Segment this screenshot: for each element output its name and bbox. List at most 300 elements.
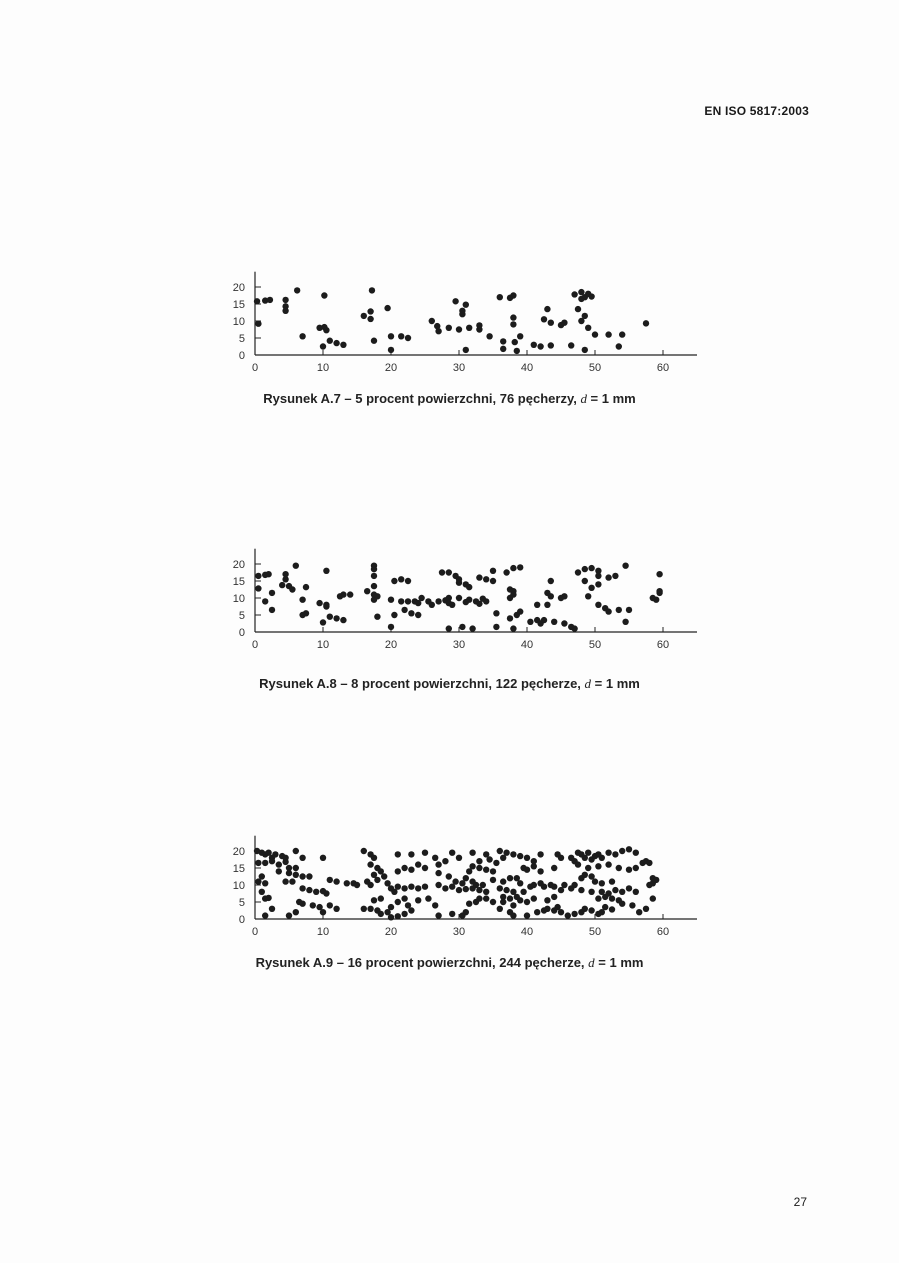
- scatter-point: [391, 612, 397, 618]
- x-tick-label: 40: [520, 362, 534, 374]
- scatter-point: [588, 565, 594, 571]
- scatter-point: [408, 610, 414, 616]
- x-tick-label: 20: [384, 639, 398, 651]
- x-tick-label: 20: [384, 362, 398, 374]
- scatter-point: [401, 865, 407, 871]
- caption-a8-unit: = 1 mm: [591, 676, 640, 691]
- y-tick-label: 20: [232, 559, 245, 571]
- scatter-point: [439, 569, 445, 575]
- scatter-point: [299, 597, 305, 603]
- scatter-point: [262, 860, 268, 866]
- scatter-point: [650, 895, 656, 901]
- scatter-point: [500, 346, 506, 352]
- scatter-point: [517, 333, 523, 339]
- scatter-point: [510, 591, 516, 597]
- scatter-point: [378, 911, 384, 917]
- scatter-point: [418, 595, 424, 601]
- scatter-point: [605, 574, 611, 580]
- scatter-point: [558, 909, 564, 915]
- scatter-point: [371, 583, 377, 589]
- x-tick-label: 10: [316, 362, 330, 374]
- y-tick-label: 5: [238, 897, 245, 909]
- scatter-point: [466, 597, 472, 603]
- scatter-point: [446, 873, 452, 879]
- scatter-point: [636, 909, 642, 915]
- scatter-point: [434, 323, 440, 329]
- x-tick-label: 10: [316, 639, 330, 651]
- scatter-point: [401, 885, 407, 891]
- scatter-point: [551, 619, 557, 625]
- scatter-point: [369, 287, 375, 293]
- scatter-point: [469, 885, 475, 891]
- y-tick-label: 15: [232, 299, 245, 311]
- scatter-point: [289, 586, 295, 592]
- scatter-point: [561, 320, 567, 326]
- scatter-point: [537, 343, 543, 349]
- scatter-point: [520, 889, 526, 895]
- scatter-point: [548, 320, 554, 326]
- caption-a7: [0, 391, 899, 407]
- scatter-point: [463, 875, 469, 881]
- scatter-point: [456, 887, 462, 893]
- scatter-point: [510, 912, 516, 918]
- scatter-point: [571, 911, 577, 917]
- scatter-point: [367, 906, 373, 912]
- scatter-point: [531, 863, 537, 869]
- scatter-point: [327, 902, 333, 908]
- x-tick-label: 0: [251, 362, 259, 374]
- scatter-point: [575, 569, 581, 575]
- x-tick-label: 50: [588, 639, 602, 651]
- scatter-point: [384, 909, 390, 915]
- scatter-point: [585, 593, 591, 599]
- caption-a8-text: Rysunek A.8 – 8 procent powierzchni, 122 pęcherze,: [259, 676, 585, 691]
- scatter-point: [374, 593, 380, 599]
- y-tick-label: 15: [232, 863, 245, 875]
- scatter-point: [565, 912, 571, 918]
- scatter-point: [422, 884, 428, 890]
- scatter-point: [408, 867, 414, 873]
- scatter-point: [646, 860, 652, 866]
- caption-a7-text: Rysunek A.7 – 5 procent powierzchni, 76 pęcherzy,: [263, 391, 581, 406]
- scatter-point: [585, 325, 591, 331]
- scatter-point: [646, 882, 652, 888]
- scatter-point: [619, 901, 625, 907]
- figure-a7: [200, 185, 700, 385]
- scatter-point: [544, 897, 550, 903]
- scatter-point: [483, 598, 489, 604]
- scatter-point: [582, 313, 588, 319]
- scatter-point: [578, 887, 584, 893]
- scatter-point: [510, 851, 516, 857]
- scatter-point: [568, 885, 574, 891]
- scatter-point: [429, 602, 435, 608]
- scatter-point: [364, 588, 370, 594]
- scatter-point: [303, 610, 309, 616]
- scatter-point: [531, 342, 537, 348]
- scatter-point: [293, 909, 299, 915]
- scatter-point: [391, 889, 397, 895]
- scatter-point: [609, 906, 615, 912]
- scatter-point: [371, 338, 377, 344]
- scatter-point: [561, 593, 567, 599]
- scatter-point: [306, 887, 312, 893]
- scatter-point: [510, 625, 516, 631]
- scatter-point: [313, 889, 319, 895]
- x-tick-label: 60: [656, 926, 670, 938]
- scatter-point: [582, 566, 588, 572]
- scatter-point: [548, 342, 554, 348]
- scatter-point: [276, 861, 282, 867]
- scatter-point: [609, 895, 615, 901]
- scatter-point: [497, 848, 503, 854]
- scatter-point: [643, 320, 649, 326]
- scatter-point: [622, 563, 628, 569]
- scatter-point: [517, 880, 523, 886]
- y-tick-label: 15: [232, 576, 245, 588]
- scatter-point: [442, 885, 448, 891]
- scatter-point: [276, 868, 282, 874]
- scatter-point: [395, 913, 401, 919]
- scatter-point: [293, 563, 299, 569]
- scatter-point: [656, 571, 662, 577]
- x-tick-label: 10: [316, 926, 330, 938]
- scatter-point: [599, 855, 605, 861]
- scatter-point: [500, 338, 506, 344]
- scatter-point: [269, 607, 275, 613]
- scatter-point: [500, 899, 506, 905]
- scatter-point: [289, 878, 295, 884]
- x-tick-label: 20: [384, 926, 398, 938]
- x-tick-label: 30: [452, 639, 466, 651]
- scatter-point: [643, 906, 649, 912]
- scatter-point: [595, 581, 601, 587]
- document-code: EN ISO 5817:2003: [704, 104, 809, 118]
- scatter-point: [588, 585, 594, 591]
- scatter-point: [299, 885, 305, 891]
- scatter-point: [486, 333, 492, 339]
- scatter-point: [367, 316, 373, 322]
- scatter-point: [255, 573, 261, 579]
- scatter-point: [602, 894, 608, 900]
- scatter-point: [582, 578, 588, 584]
- scatter-point: [582, 347, 588, 353]
- scatter-point: [561, 620, 567, 626]
- scatter-point: [320, 855, 326, 861]
- scatter-point: [429, 318, 435, 324]
- x-tick-label: 40: [520, 639, 534, 651]
- y-tick-label: 0: [238, 350, 245, 362]
- scatter-point: [347, 591, 353, 597]
- scatter-point: [299, 873, 305, 879]
- scatter-point: [398, 598, 404, 604]
- scatter-point: [633, 865, 639, 871]
- scatter-point: [463, 347, 469, 353]
- scatter-point: [293, 865, 299, 871]
- scatter-point: [524, 855, 530, 861]
- scatter-point: [551, 894, 557, 900]
- scatter-point: [510, 902, 516, 908]
- scatter-point: [571, 625, 577, 631]
- x-tick-label: 30: [452, 362, 466, 374]
- scatter-point: [466, 584, 472, 590]
- scatter-point: [344, 880, 350, 886]
- scatter-point: [303, 584, 309, 590]
- scatter-point: [551, 865, 557, 871]
- scatter-point: [415, 885, 421, 891]
- scatter-point: [293, 872, 299, 878]
- y-tick-label: 20: [232, 282, 245, 294]
- scatter-point: [391, 578, 397, 584]
- scatter-point: [293, 848, 299, 854]
- scatter-point: [609, 878, 615, 884]
- scatter-point: [490, 568, 496, 574]
- scatter-point: [633, 889, 639, 895]
- scatter-point: [527, 619, 533, 625]
- x-tick-label: 40: [520, 926, 534, 938]
- scatter-point: [384, 305, 390, 311]
- scatter-point: [558, 855, 564, 861]
- scatter-point: [323, 568, 329, 574]
- scatter-point: [493, 610, 499, 616]
- scatter-point: [267, 297, 273, 303]
- scatter-point: [524, 912, 530, 918]
- scatter-point: [265, 571, 271, 577]
- scatter-point: [269, 858, 275, 864]
- scatter-point: [255, 321, 261, 327]
- scatter-point: [599, 880, 605, 886]
- scatter-point: [333, 906, 339, 912]
- caption-a9-text: Rysunek A.9 – 16 procent powierzchni, 244 pęcherze,: [255, 955, 589, 970]
- scatter-point: [541, 884, 547, 890]
- scatter-point: [622, 619, 628, 625]
- scatter-point: [626, 607, 632, 613]
- scatter-point: [575, 861, 581, 867]
- scatter-point: [616, 865, 622, 871]
- scatter-point: [262, 598, 268, 604]
- scatter-point: [463, 909, 469, 915]
- scatter-point: [602, 904, 608, 910]
- scatter-point: [405, 598, 411, 604]
- scatter-point: [578, 289, 584, 295]
- page-number: 27: [793, 1195, 807, 1209]
- scatter-point: [490, 578, 496, 584]
- scatter-point: [466, 901, 472, 907]
- scatter-point: [497, 906, 503, 912]
- scatter-point: [500, 878, 506, 884]
- scatter-point: [323, 603, 329, 609]
- scatter-point: [595, 573, 601, 579]
- scatter-point: [299, 333, 305, 339]
- scatter-point: [371, 573, 377, 579]
- scatter-point: [254, 298, 260, 304]
- scatter-point: [476, 858, 482, 864]
- scatter-point: [432, 855, 438, 861]
- caption-a8-var: d: [584, 676, 592, 691]
- scatter-plot-a7: [200, 185, 700, 385]
- scatter-point: [633, 850, 639, 856]
- scatter-point: [374, 614, 380, 620]
- scatter-point: [612, 851, 618, 857]
- scatter-point: [446, 625, 452, 631]
- scatter-point: [395, 868, 401, 874]
- scatter-point: [435, 598, 441, 604]
- scatter-point: [568, 342, 574, 348]
- scatter-point: [595, 863, 601, 869]
- scatter-point: [333, 615, 339, 621]
- scatter-point: [371, 897, 377, 903]
- scatter-point: [459, 624, 465, 630]
- y-tick-label: 10: [232, 593, 245, 605]
- y-tick-label: 10: [232, 880, 245, 892]
- scatter-point: [435, 912, 441, 918]
- scatter-point: [588, 293, 594, 299]
- scatter-point: [476, 574, 482, 580]
- figure-a8: [200, 462, 700, 662]
- scatter-point: [255, 585, 261, 591]
- scatter-point: [446, 325, 452, 331]
- scatter-point: [449, 850, 455, 856]
- scatter-point: [531, 882, 537, 888]
- scatter-point: [524, 899, 530, 905]
- scatter-point: [605, 850, 611, 856]
- y-tick-label: 5: [238, 610, 245, 622]
- scatter-point: [456, 855, 462, 861]
- scatter-point: [262, 880, 268, 886]
- scatter-point: [435, 870, 441, 876]
- scatter-point: [435, 882, 441, 888]
- caption-a7-var: d: [580, 391, 587, 406]
- scatter-point: [415, 861, 421, 867]
- scatter-point: [415, 897, 421, 903]
- scatter-point: [541, 316, 547, 322]
- scatter-point: [282, 576, 288, 582]
- scatter-point: [483, 889, 489, 895]
- scatter-point: [653, 597, 659, 603]
- scatter-point: [422, 865, 428, 871]
- scatter-point: [483, 851, 489, 857]
- scatter-point: [548, 578, 554, 584]
- scatter-point: [371, 855, 377, 861]
- scatter-point: [435, 861, 441, 867]
- scatter-point: [282, 859, 288, 865]
- x-tick-label: 50: [588, 926, 602, 938]
- scatter-point: [466, 325, 472, 331]
- scatter-point: [510, 314, 516, 320]
- scatter-point: [398, 576, 404, 582]
- caption-a9-unit: = 1 mm: [594, 955, 644, 970]
- x-tick-label: 60: [656, 639, 670, 651]
- scatter-point: [425, 895, 431, 901]
- scatter-point: [361, 313, 367, 319]
- scatter-point: [463, 886, 469, 892]
- scatter-point: [320, 909, 326, 915]
- scatter-point: [361, 906, 367, 912]
- scatter-point: [507, 875, 513, 881]
- scatter-point: [340, 342, 346, 348]
- scatter-point: [371, 566, 377, 572]
- scatter-point: [452, 298, 458, 304]
- caption-a9-var: d: [588, 955, 595, 970]
- x-tick-label: 60: [656, 362, 670, 374]
- scatter-point: [395, 851, 401, 857]
- scatter-point: [517, 564, 523, 570]
- scatter-point: [361, 848, 367, 854]
- scatter-point: [456, 326, 462, 332]
- scatter-point: [493, 860, 499, 866]
- scatter-point: [537, 851, 543, 857]
- scatter-point: [456, 580, 462, 586]
- scatter-point: [401, 911, 407, 917]
- caption-a8: [0, 676, 899, 692]
- scatter-point: [282, 308, 288, 314]
- scatter-plot-a9: [200, 749, 700, 949]
- scatter-point: [493, 624, 499, 630]
- scatter-point: [323, 890, 329, 896]
- scatter-point: [588, 907, 594, 913]
- scatter-point: [422, 850, 428, 856]
- scatter-point: [381, 873, 387, 879]
- scatter-point: [612, 573, 618, 579]
- figure-a9: [200, 749, 700, 949]
- scatter-point: [282, 878, 288, 884]
- scatter-point: [255, 860, 261, 866]
- scatter-point: [575, 306, 581, 312]
- scatter-point: [269, 906, 275, 912]
- scatter-point: [388, 347, 394, 353]
- scatter-point: [605, 608, 611, 614]
- scatter-point: [388, 333, 394, 339]
- scatter-point: [340, 591, 346, 597]
- scatter-point: [483, 867, 489, 873]
- scatter-point: [469, 850, 475, 856]
- scatter-point: [510, 565, 516, 571]
- scatter-point: [408, 851, 414, 857]
- scatter-point: [415, 612, 421, 618]
- scatter-point: [327, 877, 333, 883]
- scatter-point: [398, 333, 404, 339]
- scatter-point: [490, 868, 496, 874]
- scatter-point: [259, 889, 265, 895]
- scatter-point: [507, 615, 513, 621]
- scatter-point: [405, 335, 411, 341]
- scatter-point: [507, 895, 513, 901]
- scatter-point: [558, 887, 564, 893]
- scatter-point: [512, 339, 518, 345]
- scatter-point: [605, 331, 611, 337]
- scatter-point: [500, 855, 506, 861]
- scatter-point: [320, 619, 326, 625]
- scatter-point: [497, 294, 503, 300]
- scatter-point: [537, 868, 543, 874]
- scatter-point: [279, 582, 285, 588]
- scatter-point: [483, 576, 489, 582]
- scatter-point: [616, 343, 622, 349]
- scatter-point: [378, 895, 384, 901]
- scatter-point: [320, 343, 326, 349]
- scatter-point: [544, 306, 550, 312]
- scatter-point: [333, 340, 339, 346]
- scatter-point: [595, 602, 601, 608]
- scatter-point: [534, 602, 540, 608]
- x-tick-label: 30: [452, 926, 466, 938]
- scatter-point: [548, 593, 554, 599]
- scatter-point: [619, 331, 625, 337]
- scatter-point: [605, 861, 611, 867]
- scatter-point: [255, 878, 261, 884]
- scatter-point: [354, 882, 360, 888]
- scatter-point: [388, 597, 394, 603]
